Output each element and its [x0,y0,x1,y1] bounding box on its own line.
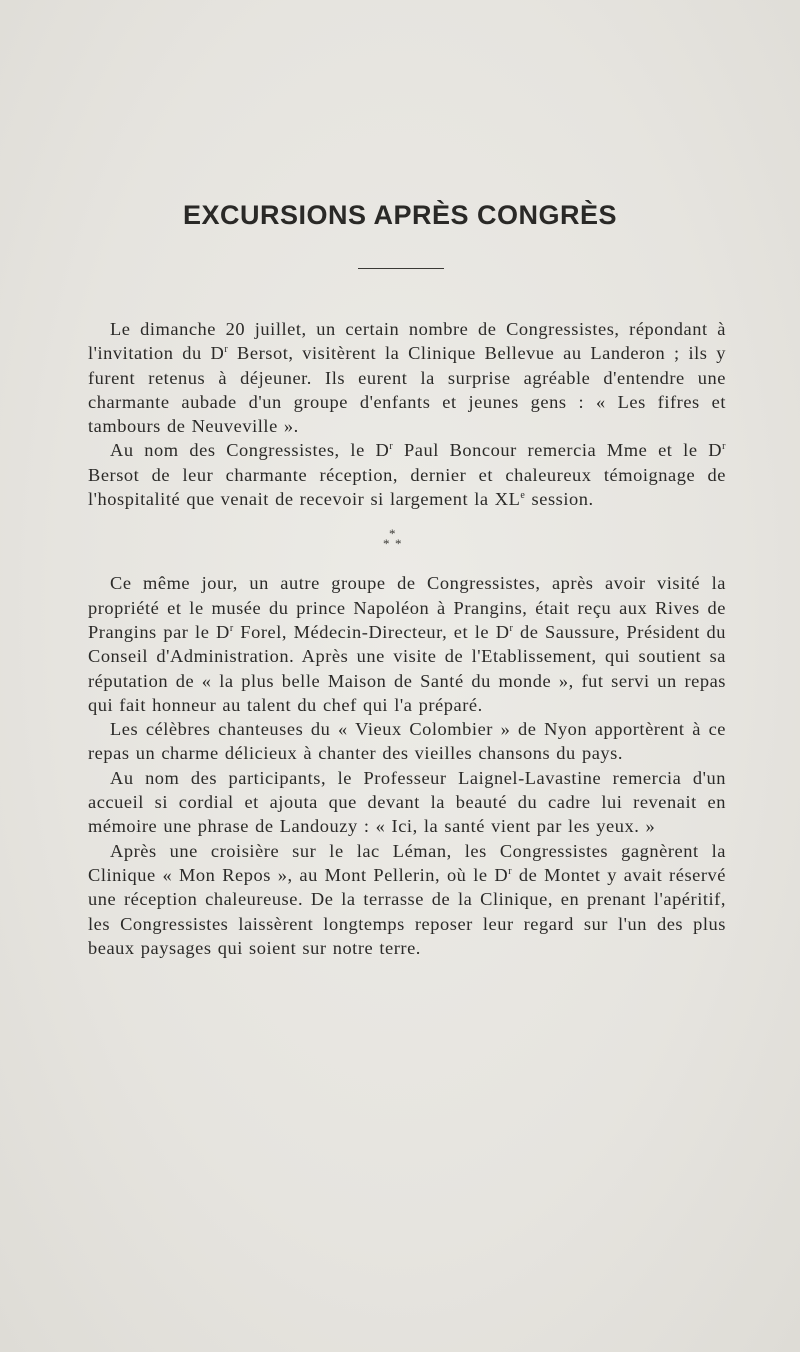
page-title: EXCURSIONS APRÈS CONGRÈS [182,200,618,230]
body-text [88,317,726,960]
asterism-star-right: * [395,536,403,552]
paragraph-1 [88,317,726,438]
title-rule [358,268,444,269]
text-run: de Saussure, Président du Conseil d'Administration. Après une visite de l'Etablissement, qui soutient sa réputation de « la plus belle Maison de Santé du monde », fut servi un repas qui fait honneur au talent du chef qui l'a préparé. [88,621,726,715]
text-run: de Montet y avait réservé une réception chaleureuse. De la terrasse de la Clinique, en prenant l'apéritif, les Congressistes laissèrent longtemps reposer leur regard sur l'un des plus beaux paysages qui soient sur notre terre. [88,864,726,958]
text-run: Bersot de leur charmante réception, dernier et chaleureux témoignage de l'hospitalité que venait de recevoir si largement la XL [88,464,726,510]
superscript: r [224,344,229,356]
paragraph-6 [88,839,726,960]
text-run: Bersot, visitèrent la Clinique Bellevue au Landeron ; ils y furent retenus à déjeuner. Ils eurent la surprise agréable d'entendre une charmante aubade d'un groupe d'enfants et jeunes gens : « Les fifres et tambours de Neuveville ». [88,343,726,437]
superscript: r [389,441,394,453]
superscript: r [722,441,726,453]
asterism-star-left: * [383,536,391,552]
text-run: session. [525,489,594,510]
asterism-separator [88,511,726,571]
superscript: r [229,622,234,634]
paragraph-5 [88,766,726,839]
text-run: Paul Boncour remercia Mme et le D [393,440,723,461]
paragraph-2 [88,438,726,511]
text-run: Les célèbres chanteuses du « Vieux Colombier » de Nyon apportèrent à ce repas un charme délicieux à chanter des vieilles chansons du pays. [88,719,726,764]
text-run: Ce même jour, un autre groupe de Congressistes, après avoir visité la propriété et le musée du prince Napoléon à Prangins, était reçu aux Rives de Prangins par le D [88,573,726,642]
text-run: Forel, Médecin-Directeur, et le D [233,621,510,642]
text-run: Au nom des Congressistes, le D [110,440,390,461]
paragraph-3 [88,571,726,717]
text-run: Le dimanche 20 juillet, un certain nombre de Congressistes, répondant à l'invitation du D [88,319,726,364]
superscript: r [509,622,514,634]
superscript: r [508,865,513,877]
superscript: e [520,490,526,502]
paragraph-4 [88,717,726,766]
asterism-star-top: * [389,526,397,542]
text-run: Au nom des participants, le Professeur Laignel-Lavastine remercia d'un accueil si cordial et ajouta que devant la beauté du cadre lui revenait en mémoire une phrase de Landouzy : « Ici, la santé vient par les yeux. » [88,767,726,837]
text-run: Après une croisière sur le lac Léman, les Congressistes gagnèrent la Clinique « Mon Repos », au Mont Pellerin, où le D [88,840,726,885]
